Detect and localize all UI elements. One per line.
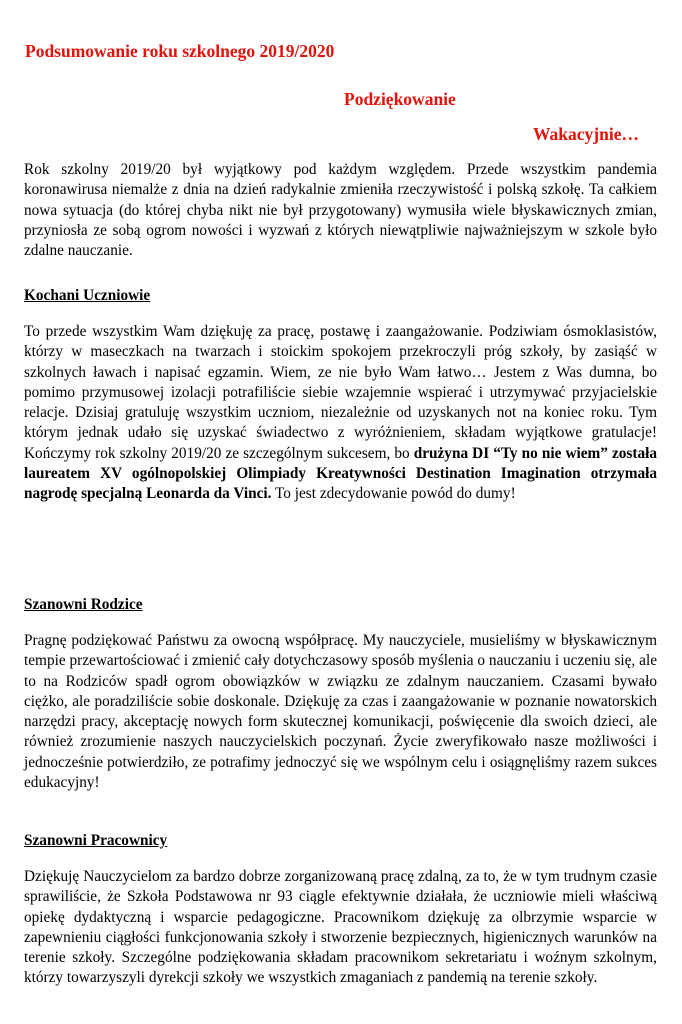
document-title: Podsumowanie roku szkolnego 2019/2020 xyxy=(25,41,335,61)
students-text-end: To jest zdecydowanie powód do dumy! xyxy=(271,485,516,503)
parents-paragraph: Pragnę podziękować Państwu za owocną współpracę. My nauczyciele, musieliśmy w błyskawicznym tempie przewartościować i zmienić cały dotychczasowy sposób myślenia o nauczaniu i uczeniu się, ale to na Rodziców spadł ogrom obowiązków w związku ze zdalnym nauczaniem. Czasami bywało ciężko, ale poradziliście sobie doskonale. Dziękuję za czas i zaangażowanie w poznanie nowatorskich narzędzi pracy, akceptację nowych form skutecznej komunikacji, poświęcenie dla swoich dzieci, ale również zrozumienie naszych nauczycielskich poczynań. Życie zweryfikowało nasze możliwości i jednocześnie potwierdziło, ze potrafimy jednoczyć się we wspólnym celu i osiągnęliśmy razem sukces edukacyjny! xyxy=(24,632,657,792)
parents-heading: Szanowni Rodzice xyxy=(24,596,143,613)
staff-paragraph: Dziękuję Nauczycielom za bardzo dobrze zorganizowaną pracę zdalną, za to, że w tym trudnym czasie sprawiliście, że Szkoła Podstawowa nr 93 ciągle efektywnie działała, że uczniowie mieli właściwą opiekę dydaktyczną i wsparcie pedagogiczne. Pracownikom dziękuję za olbrzymie wsparcie w zapewnieniu ciągłości funkcjonowania szkoły i stworzenie bezpiecznych, higienicznych warunków na terenie szkoły. Szczególne podziękowania składam pracownikom sekretariatu i woźnym szkolnym, którzy towarzyszyli dyrekcji szkoły we wszystkich zmaganiach z pandemią na terenie szkoły. xyxy=(24,868,657,987)
students-heading: Kochani Uczniowie xyxy=(24,287,151,304)
holidays-title: Wakacyjnie… xyxy=(533,124,639,144)
intro-paragraph: Rok szkolny 2019/20 był wyjątkowy pod każdym względem. Przede wszystkim pandemia koronawirusa niemalże z dnia na dzień radykalnie zmieniła rzeczywistość i polską szkołę. Ta całkiem nowa sytuacja (do której chyba nikt nie był przygotowany) wymusiła wiele błyskawicznych zmian, przyniosła ze sobą ogrom nowości i wyzwań z których niewątpliwie najważniejszym w szkole było zdalne nauczanie. xyxy=(24,161,657,260)
students-text-start: To przede wszystkim Wam dziękuję za pracę, postawę i zaangażowanie. Podziwiam ósmoklasistów, którzy w maseczkach na twarzach i stoickim spokojem przekroczyli próg szkoły, by zasiąść w szkolnych ławach i napisać egzamin. Wiem, ze nie było Wam łatwo… Jestem z Was dumna, bo pomimo przymusowej izolacji potrafiliście siebie wzajemnie wspierać i utrzymywać przyjacielskie relacje. Dzisiaj gratuluję wszystkim uczniom, niezależnie od uzyskanych not na koniec roku. Tym którym jednak udało się uzyskać świadectwo z wyróżnieniem, składam wyjątkowe gratulacje! Kończymy rok szkolny 2019/20 ze szczególnym sukcesem, bo xyxy=(24,323,657,462)
students-paragraph xyxy=(24,322,657,505)
thanks-title: Podziękowanie xyxy=(344,89,456,109)
students-text-bold: drużyna DI “Ty no nie wiem” została laureatem XV ogólnopolskiej Olimpiady Kreatywności Destination Imagination otrzymała nagrodę specjalną Leonarda da Vinci. xyxy=(24,444,658,503)
staff-heading: Szanowni Pracownicy xyxy=(24,832,168,849)
